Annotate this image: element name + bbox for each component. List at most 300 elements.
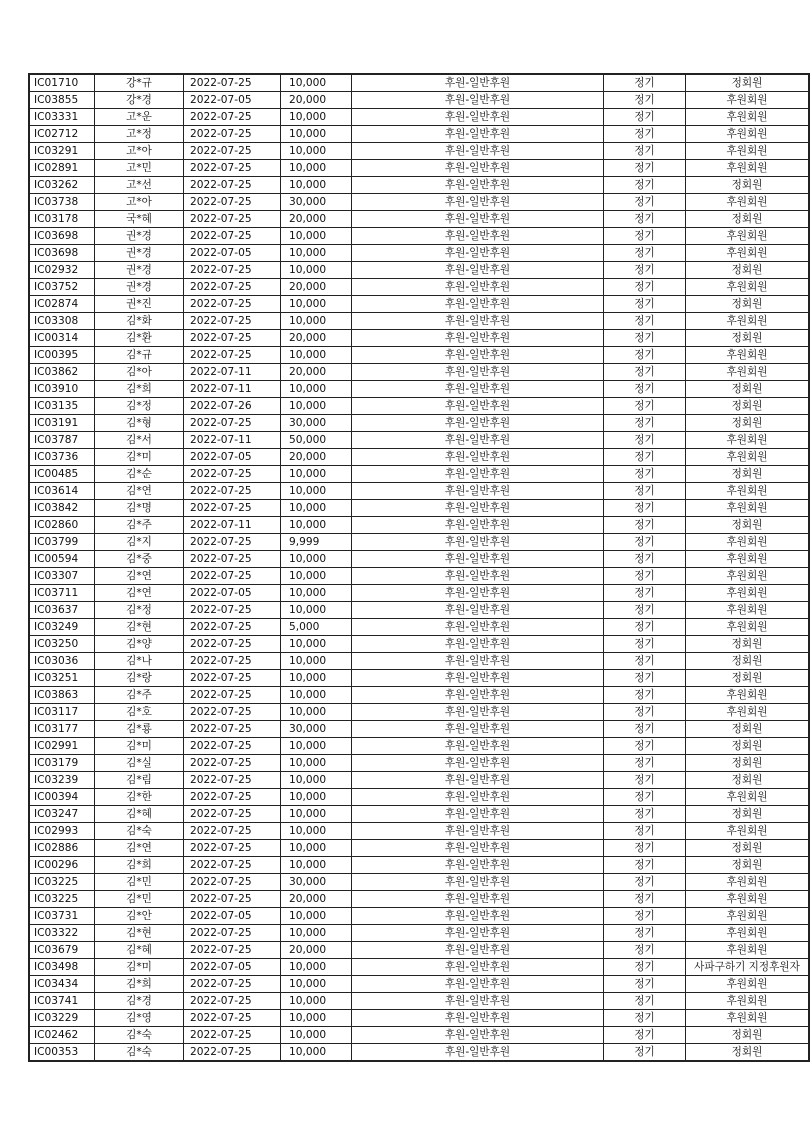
donor-name-cell: 고*선	[95, 177, 184, 194]
donor-id-cell: IC02712	[29, 126, 95, 143]
member-type-cell: 정회원	[686, 74, 810, 92]
donation-date-cell: 2022-07-25	[184, 993, 281, 1010]
member-type-cell: 정회원	[686, 857, 810, 874]
donation-frequency-cell: 정기	[604, 466, 686, 483]
donor-id-cell: IC03117	[29, 704, 95, 721]
donor-id-cell: IC03251	[29, 670, 95, 687]
table-row	[29, 636, 809, 653]
donation-frequency-cell: 정기	[604, 993, 686, 1010]
donation-date-cell: 2022-07-25	[184, 925, 281, 942]
donation-date-cell: 2022-07-05	[184, 245, 281, 262]
donation-amount-cell: 10,000	[281, 908, 352, 925]
table-row	[29, 92, 809, 109]
donation-frequency-cell: 정기	[604, 126, 686, 143]
table-row	[29, 211, 809, 228]
table-row	[29, 143, 809, 160]
donation-category-cell: 후원-일반후원	[352, 143, 604, 160]
donor-name-cell: 김*미	[95, 959, 184, 976]
donor-id-cell: IC00394	[29, 789, 95, 806]
donation-frequency-cell: 정기	[604, 976, 686, 993]
donation-amount-cell: 10,000	[281, 993, 352, 1010]
donation-amount-cell: 10,000	[281, 602, 352, 619]
table-row	[29, 245, 809, 262]
donation-frequency-cell: 정기	[604, 517, 686, 534]
donor-name-cell: 권*경	[95, 228, 184, 245]
donation-date-cell: 2022-07-25	[184, 534, 281, 551]
donor-name-cell: 김*숙	[95, 1044, 184, 1062]
donor-name-cell: 김*미	[95, 449, 184, 466]
donation-frequency-cell: 정기	[604, 74, 686, 92]
donor-name-cell: 권*진	[95, 296, 184, 313]
member-type-cell: 후원회원	[686, 143, 810, 160]
donation-date-cell: 2022-07-25	[184, 806, 281, 823]
donation-amount-cell: 20,000	[281, 942, 352, 959]
donation-category-cell: 후원-일반후원	[352, 993, 604, 1010]
donation-amount-cell: 20,000	[281, 364, 352, 381]
table-row	[29, 517, 809, 534]
donation-amount-cell: 20,000	[281, 891, 352, 908]
table-row	[29, 823, 809, 840]
table-row	[29, 993, 809, 1010]
member-type-cell: 정회원	[686, 738, 810, 755]
donor-name-cell: 김*희	[95, 976, 184, 993]
donation-date-cell: 2022-07-25	[184, 653, 281, 670]
donation-category-cell: 후원-일반후원	[352, 636, 604, 653]
donation-date-cell: 2022-07-25	[184, 296, 281, 313]
donation-amount-cell: 10,000	[281, 313, 352, 330]
donor-id-cell: IC03614	[29, 483, 95, 500]
donor-name-cell: 김*룡	[95, 721, 184, 738]
table-row	[29, 109, 809, 126]
table-row	[29, 432, 809, 449]
donation-amount-cell: 10,000	[281, 381, 352, 398]
donation-category-cell: 후원-일반후원	[352, 534, 604, 551]
donation-amount-cell: 10,000	[281, 823, 352, 840]
donation-category-cell: 후원-일반후원	[352, 772, 604, 789]
table-row	[29, 415, 809, 432]
table-row	[29, 1010, 809, 1027]
donation-date-cell: 2022-07-05	[184, 449, 281, 466]
donation-date-cell: 2022-07-25	[184, 704, 281, 721]
donation-frequency-cell: 정기	[604, 891, 686, 908]
table-row	[29, 806, 809, 823]
donation-amount-cell: 10,000	[281, 160, 352, 177]
donation-amount-cell: 10,000	[281, 1010, 352, 1027]
donation-frequency-cell: 정기	[604, 347, 686, 364]
donation-category-cell: 후원-일반후원	[352, 517, 604, 534]
donor-id-cell: IC03225	[29, 874, 95, 891]
donation-date-cell: 2022-07-25	[184, 891, 281, 908]
donation-amount-cell: 10,000	[281, 500, 352, 517]
table-row	[29, 74, 809, 92]
donation-date-cell: 2022-07-25	[184, 840, 281, 857]
donation-amount-cell: 30,000	[281, 194, 352, 211]
table-row	[29, 279, 809, 296]
donation-category-cell: 후원-일반후원	[352, 347, 604, 364]
donation-frequency-cell: 정기	[604, 670, 686, 687]
donation-category-cell: 후원-일반후원	[352, 449, 604, 466]
member-type-cell: 정회원	[686, 653, 810, 670]
donor-id-cell: IC03711	[29, 585, 95, 602]
donation-date-cell: 2022-07-25	[184, 1044, 281, 1062]
donation-frequency-cell: 정기	[604, 364, 686, 381]
member-type-cell: 정회원	[686, 806, 810, 823]
member-type-cell: 정회원	[686, 636, 810, 653]
donation-frequency-cell: 정기	[604, 585, 686, 602]
member-type-cell: 후원회원	[686, 92, 810, 109]
table-row	[29, 925, 809, 942]
donation-date-cell: 2022-07-25	[184, 74, 281, 92]
donation-category-cell: 후원-일반후원	[352, 109, 604, 126]
donor-id-cell: IC00296	[29, 857, 95, 874]
donation-table-body	[29, 74, 809, 1061]
donation-category-cell: 후원-일반후원	[352, 789, 604, 806]
member-type-cell: 정회원	[686, 1044, 810, 1062]
donation-frequency-cell: 정기	[604, 602, 686, 619]
donor-id-cell: IC02991	[29, 738, 95, 755]
donation-date-cell: 2022-07-25	[184, 347, 281, 364]
donor-name-cell: 김*림	[95, 772, 184, 789]
donation-category-cell: 후원-일반후원	[352, 704, 604, 721]
table-row	[29, 568, 809, 585]
donor-name-cell: 김*주	[95, 687, 184, 704]
table-row	[29, 330, 809, 347]
table-row	[29, 296, 809, 313]
donation-category-cell: 후원-일반후원	[352, 1027, 604, 1044]
donation-frequency-cell: 정기	[604, 772, 686, 789]
donation-category-cell: 후원-일반후원	[352, 177, 604, 194]
table-row	[29, 772, 809, 789]
donation-date-cell: 2022-07-25	[184, 687, 281, 704]
donation-date-cell: 2022-07-25	[184, 228, 281, 245]
donor-id-cell: IC03191	[29, 415, 95, 432]
donation-amount-cell: 5,000	[281, 619, 352, 636]
donor-id-cell: IC03741	[29, 993, 95, 1010]
donation-date-cell: 2022-07-25	[184, 755, 281, 772]
donation-amount-cell: 10,000	[281, 585, 352, 602]
member-type-cell: 정회원	[686, 466, 810, 483]
table-row	[29, 942, 809, 959]
donation-amount-cell: 30,000	[281, 874, 352, 891]
donor-name-cell: 김*순	[95, 466, 184, 483]
member-type-cell: 후원회원	[686, 891, 810, 908]
donation-frequency-cell: 정기	[604, 313, 686, 330]
member-type-cell: 후원회원	[686, 364, 810, 381]
donation-frequency-cell: 정기	[604, 1010, 686, 1027]
donation-category-cell: 후원-일반후원	[352, 840, 604, 857]
donor-id-cell: IC03178	[29, 211, 95, 228]
donor-name-cell: 김*혜	[95, 942, 184, 959]
table-row	[29, 585, 809, 602]
donor-name-cell: 고*민	[95, 160, 184, 177]
donation-date-cell: 2022-07-25	[184, 194, 281, 211]
donor-id-cell: IC02860	[29, 517, 95, 534]
donation-date-cell: 2022-07-25	[184, 415, 281, 432]
member-type-cell: 정회원	[686, 262, 810, 279]
donation-frequency-cell: 정기	[604, 92, 686, 109]
donor-name-cell: 김*나	[95, 653, 184, 670]
donor-id-cell: IC03036	[29, 653, 95, 670]
donation-amount-cell: 10,000	[281, 483, 352, 500]
member-type-cell: 정회원	[686, 398, 810, 415]
donor-id-cell: IC03698	[29, 245, 95, 262]
donation-amount-cell: 10,000	[281, 636, 352, 653]
donor-name-cell: 강*규	[95, 74, 184, 92]
donor-id-cell: IC03179	[29, 755, 95, 772]
donation-category-cell: 후원-일반후원	[352, 823, 604, 840]
member-type-cell: 후원회원	[686, 534, 810, 551]
donor-id-cell: IC03862	[29, 364, 95, 381]
donor-id-cell: IC03842	[29, 500, 95, 517]
donor-name-cell: 김*정	[95, 398, 184, 415]
donation-amount-cell: 10,000	[281, 177, 352, 194]
donation-category-cell: 후원-일반후원	[352, 874, 604, 891]
donation-amount-cell: 10,000	[281, 517, 352, 534]
donation-amount-cell: 10,000	[281, 1044, 352, 1062]
member-type-cell: 후원회원	[686, 347, 810, 364]
donation-date-cell: 2022-07-25	[184, 823, 281, 840]
table-row	[29, 364, 809, 381]
member-type-cell: 정회원	[686, 415, 810, 432]
table-row	[29, 619, 809, 636]
donation-category-cell: 후원-일반후원	[352, 74, 604, 92]
donation-category-cell: 후원-일반후원	[352, 687, 604, 704]
donation-date-cell: 2022-07-25	[184, 160, 281, 177]
donation-category-cell: 후원-일반후원	[352, 738, 604, 755]
donation-category-cell: 후원-일반후원	[352, 245, 604, 262]
donor-name-cell: 김*숙	[95, 823, 184, 840]
table-row	[29, 789, 809, 806]
member-type-cell: 정회원	[686, 211, 810, 228]
donation-frequency-cell: 정기	[604, 109, 686, 126]
member-type-cell: 후원회원	[686, 619, 810, 636]
donation-frequency-cell: 정기	[604, 619, 686, 636]
donation-category-cell: 후원-일반후원	[352, 466, 604, 483]
donation-amount-cell: 10,000	[281, 143, 352, 160]
member-type-cell: 후원회원	[686, 568, 810, 585]
donor-name-cell: 김*민	[95, 891, 184, 908]
donor-id-cell: IC03698	[29, 228, 95, 245]
donation-frequency-cell: 정기	[604, 653, 686, 670]
donor-name-cell: 김*아	[95, 364, 184, 381]
donor-name-cell: 김*미	[95, 738, 184, 755]
table-row	[29, 738, 809, 755]
donation-frequency-cell: 정기	[604, 925, 686, 942]
donor-name-cell: 김*한	[95, 789, 184, 806]
donation-date-cell: 2022-07-25	[184, 976, 281, 993]
donation-date-cell: 2022-07-25	[184, 636, 281, 653]
donor-id-cell: IC02993	[29, 823, 95, 840]
member-type-cell: 정회원	[686, 296, 810, 313]
donation-frequency-cell: 정기	[604, 551, 686, 568]
member-type-cell: 후원회원	[686, 245, 810, 262]
donation-frequency-cell: 정기	[604, 908, 686, 925]
member-type-cell: 후원회원	[686, 228, 810, 245]
donation-category-cell: 후원-일반후원	[352, 857, 604, 874]
donation-date-cell: 2022-07-25	[184, 857, 281, 874]
donation-category-cell: 후원-일반후원	[352, 313, 604, 330]
table-row	[29, 874, 809, 891]
donor-id-cell: IC02874	[29, 296, 95, 313]
donor-id-cell: IC03322	[29, 925, 95, 942]
donor-name-cell: 김*규	[95, 347, 184, 364]
table-row	[29, 653, 809, 670]
donor-id-cell: IC03434	[29, 976, 95, 993]
member-type-cell: 후원회원	[686, 551, 810, 568]
donation-date-cell: 2022-07-25	[184, 279, 281, 296]
donor-id-cell: IC02886	[29, 840, 95, 857]
donation-frequency-cell: 정기	[604, 1027, 686, 1044]
donor-name-cell: 김*양	[95, 636, 184, 653]
member-type-cell: 후원회원	[686, 109, 810, 126]
donation-category-cell: 후원-일반후원	[352, 976, 604, 993]
donor-id-cell: IC02462	[29, 1027, 95, 1044]
table-row	[29, 670, 809, 687]
donor-id-cell: IC03239	[29, 772, 95, 789]
donation-date-cell: 2022-07-25	[184, 772, 281, 789]
donation-frequency-cell: 정기	[604, 177, 686, 194]
donation-date-cell: 2022-07-25	[184, 721, 281, 738]
member-type-cell: 사파구하기 지정후원자	[686, 959, 810, 976]
donation-amount-cell: 20,000	[281, 330, 352, 347]
donation-category-cell: 후원-일반후원	[352, 194, 604, 211]
member-type-cell: 후원회원	[686, 432, 810, 449]
donor-id-cell: IC03177	[29, 721, 95, 738]
donor-name-cell: 국*혜	[95, 211, 184, 228]
table-row	[29, 840, 809, 857]
donor-name-cell: 김*화	[95, 313, 184, 330]
table-row	[29, 687, 809, 704]
donor-name-cell: 김*연	[95, 585, 184, 602]
member-type-cell: 후원회원	[686, 704, 810, 721]
donation-date-cell: 2022-07-05	[184, 959, 281, 976]
donation-frequency-cell: 정기	[604, 296, 686, 313]
member-type-cell: 후원회원	[686, 687, 810, 704]
table-row	[29, 500, 809, 517]
table-row	[29, 449, 809, 466]
donation-amount-cell: 10,000	[281, 466, 352, 483]
donation-category-cell: 후원-일반후원	[352, 1044, 604, 1062]
donor-id-cell: IC03736	[29, 449, 95, 466]
donor-name-cell: 김*서	[95, 432, 184, 449]
member-type-cell: 후원회원	[686, 194, 810, 211]
donor-name-cell: 김*정	[95, 602, 184, 619]
donation-date-cell: 2022-07-11	[184, 432, 281, 449]
donor-id-cell: IC03637	[29, 602, 95, 619]
member-type-cell: 정회원	[686, 755, 810, 772]
donation-frequency-cell: 정기	[604, 789, 686, 806]
donation-category-cell: 후원-일반후원	[352, 262, 604, 279]
donor-name-cell: 고*운	[95, 109, 184, 126]
donation-date-cell: 2022-07-11	[184, 517, 281, 534]
donation-table	[28, 73, 810, 1062]
donation-amount-cell: 10,000	[281, 772, 352, 789]
donation-category-cell: 후원-일반후원	[352, 551, 604, 568]
donor-name-cell: 김*영	[95, 1010, 184, 1027]
donation-date-cell: 2022-07-25	[184, 330, 281, 347]
donation-amount-cell: 10,000	[281, 109, 352, 126]
member-type-cell: 후원회원	[686, 483, 810, 500]
donor-id-cell: IC03799	[29, 534, 95, 551]
table-row	[29, 228, 809, 245]
donation-category-cell: 후원-일반후원	[352, 279, 604, 296]
donor-name-cell: 김*명	[95, 500, 184, 517]
donation-amount-cell: 10,000	[281, 1027, 352, 1044]
member-type-cell: 후원회원	[686, 160, 810, 177]
donor-name-cell: 김*희	[95, 857, 184, 874]
donation-date-cell: 2022-07-25	[184, 143, 281, 160]
donation-amount-cell: 10,000	[281, 551, 352, 568]
donor-id-cell: IC02891	[29, 160, 95, 177]
donation-category-cell: 후원-일반후원	[352, 585, 604, 602]
donation-amount-cell: 9,999	[281, 534, 352, 551]
donor-name-cell: 김*안	[95, 908, 184, 925]
donor-name-cell: 김*혜	[95, 806, 184, 823]
donation-category-cell: 후원-일반후원	[352, 296, 604, 313]
donor-name-cell: 김*호	[95, 704, 184, 721]
donor-id-cell: IC00314	[29, 330, 95, 347]
member-type-cell: 정회원	[686, 330, 810, 347]
table-row	[29, 398, 809, 415]
donation-date-cell: 2022-07-25	[184, 483, 281, 500]
donor-id-cell: IC03787	[29, 432, 95, 449]
table-row	[29, 976, 809, 993]
donation-amount-cell: 30,000	[281, 415, 352, 432]
donation-amount-cell: 10,000	[281, 704, 352, 721]
donation-date-cell: 2022-07-05	[184, 585, 281, 602]
donor-name-cell: 김*희	[95, 381, 184, 398]
donor-name-cell: 김*랑	[95, 670, 184, 687]
donor-id-cell: IC03135	[29, 398, 95, 415]
donation-amount-cell: 10,000	[281, 840, 352, 857]
member-type-cell: 후원회원	[686, 942, 810, 959]
donation-date-cell: 2022-07-11	[184, 381, 281, 398]
donation-amount-cell: 10,000	[281, 398, 352, 415]
donor-name-cell: 김*형	[95, 415, 184, 432]
donation-category-cell: 후원-일반후원	[352, 483, 604, 500]
donation-amount-cell: 10,000	[281, 245, 352, 262]
donor-name-cell: 김*연	[95, 483, 184, 500]
donor-id-cell: IC00485	[29, 466, 95, 483]
donation-amount-cell: 10,000	[281, 296, 352, 313]
donor-id-cell: IC03731	[29, 908, 95, 925]
table-row	[29, 551, 809, 568]
donation-category-cell: 후원-일반후원	[352, 500, 604, 517]
member-type-cell: 정회원	[686, 1027, 810, 1044]
donor-id-cell: IC03498	[29, 959, 95, 976]
donation-frequency-cell: 정기	[604, 160, 686, 177]
donation-amount-cell: 10,000	[281, 653, 352, 670]
donation-amount-cell: 10,000	[281, 925, 352, 942]
donation-date-cell: 2022-07-25	[184, 568, 281, 585]
donation-category-cell: 후원-일반후원	[352, 670, 604, 687]
donation-amount-cell: 10,000	[281, 789, 352, 806]
donation-category-cell: 후원-일반후원	[352, 381, 604, 398]
donor-id-cell: IC00594	[29, 551, 95, 568]
table-row	[29, 857, 809, 874]
member-type-cell: 정회원	[686, 670, 810, 687]
table-row	[29, 466, 809, 483]
donation-date-cell: 2022-07-25	[184, 789, 281, 806]
donor-name-cell: 김*주	[95, 517, 184, 534]
table-row	[29, 313, 809, 330]
donation-category-cell: 후원-일반후원	[352, 415, 604, 432]
member-type-cell: 후원회원	[686, 976, 810, 993]
donation-frequency-cell: 정기	[604, 874, 686, 891]
table-row	[29, 1044, 809, 1062]
donation-amount-cell: 10,000	[281, 687, 352, 704]
donation-category-cell: 후원-일반후원	[352, 602, 604, 619]
